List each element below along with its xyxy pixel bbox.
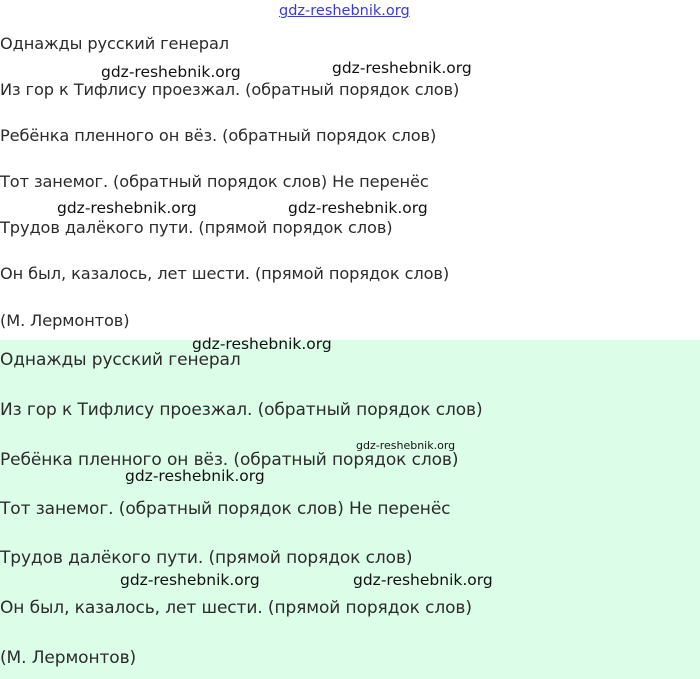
watermark-text: gdz-reshebnik.org	[125, 467, 265, 485]
watermark-text: gdz-reshebnik.org	[192, 335, 332, 353]
poem-author: (М. Лермонтов)	[0, 648, 137, 668]
watermark-text: gdz-reshebnik.org	[120, 571, 260, 589]
watermark-text: gdz-reshebnik.org	[356, 439, 456, 452]
poem-highlighted-section	[0, 340, 700, 679]
poem-author: (М. Лермонтов)	[0, 311, 130, 330]
watermark-text: gdz-reshebnik.org	[332, 59, 472, 77]
poem-line-3: Ребёнка пленного он вёз. (обратный порядок слов)	[0, 450, 459, 470]
poem-line-2: Из гор к Тифлису проезжал. (обратный порядок слов)	[0, 80, 460, 99]
poem-line-1: Однажды русский генерал	[0, 34, 230, 53]
poem-line-1: Однажды русский генерал	[0, 350, 241, 370]
watermark-header-link[interactable]: gdz-reshebnik.org	[279, 3, 410, 19]
watermark-text: gdz-reshebnik.org	[288, 199, 428, 217]
poem-line-6: Он был, казалось, лет шести. (прямой порядок слов)	[0, 264, 450, 283]
watermark-text: gdz-reshebnik.org	[353, 571, 493, 589]
poem-line-4: Тот занемог. (обратный порядок слов) Не перенёс	[0, 172, 429, 191]
poem-line-2: Из гор к Тифлису проезжал. (обратный порядок слов)	[0, 400, 483, 420]
poem-line-5: Трудов далёкого пути. (прямой порядок слов)	[0, 548, 413, 568]
poem-line-4: Тот занемог. (обратный порядок слов) Не перенёс	[0, 499, 451, 519]
poem-line-6: Он был, казалось, лет шести. (прямой порядок слов)	[0, 598, 472, 618]
poem-line-5: Трудов далёкого пути. (прямой порядок слов)	[0, 218, 393, 237]
watermark-text: gdz-reshebnik.org	[57, 199, 197, 217]
watermark-text: gdz-reshebnik.org	[101, 63, 241, 81]
poem-line-3: Ребёнка пленного он вёз. (обратный порядок слов)	[0, 126, 437, 145]
